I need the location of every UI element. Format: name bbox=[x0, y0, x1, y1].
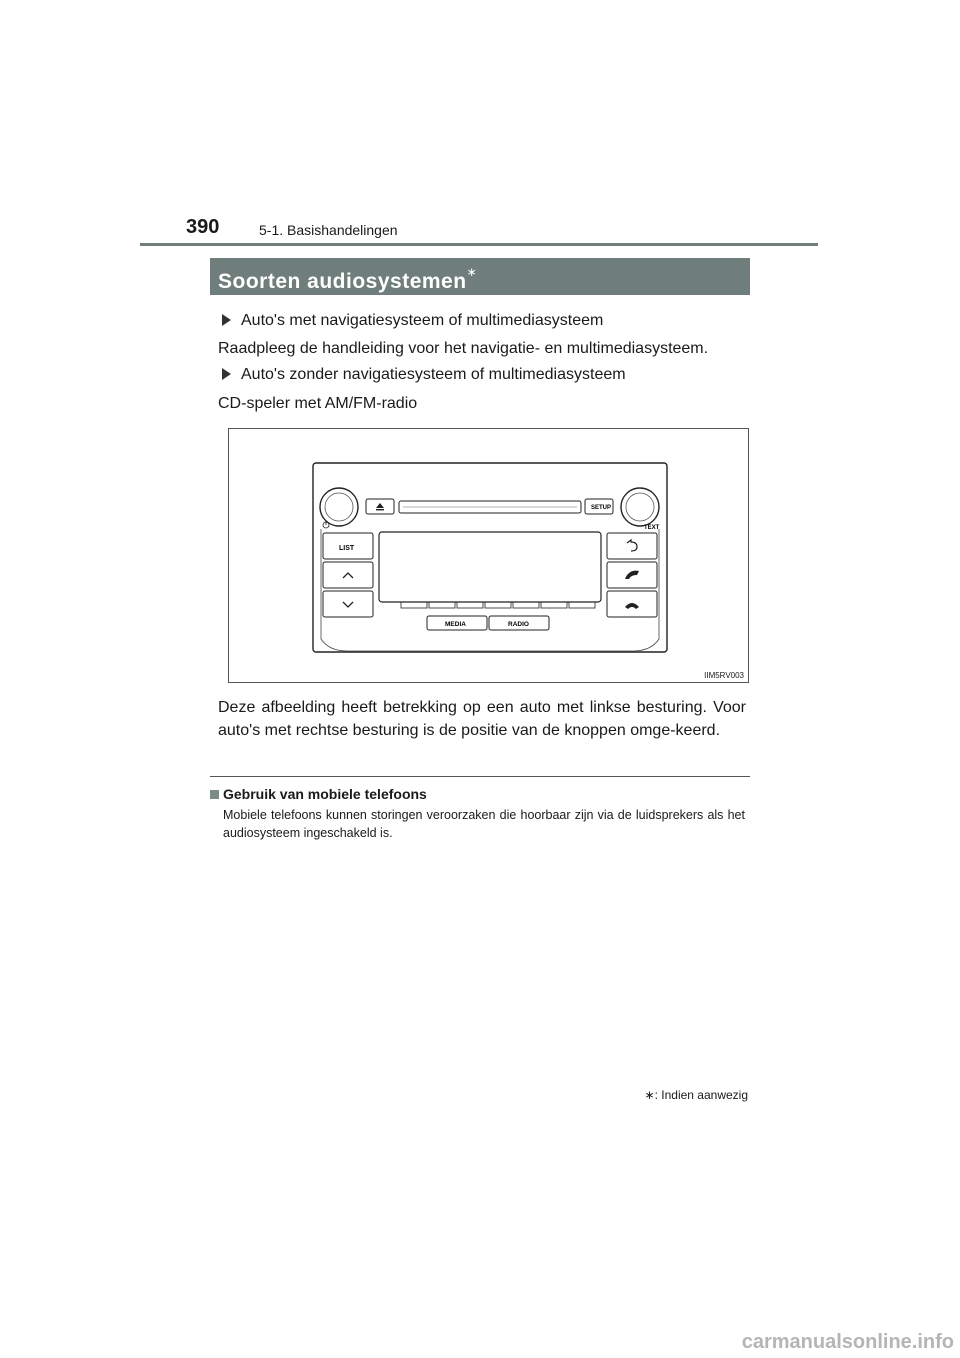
setup-label: SETUP bbox=[591, 505, 612, 511]
section-path: 5-1. Basishandelingen bbox=[259, 222, 398, 238]
footnote-text: : Indien aanwezig bbox=[654, 1088, 748, 1102]
body-text: Raadpleeg de handleiding voor het navigatie- en multimediasysteem. bbox=[218, 340, 709, 357]
subsection-heading bbox=[210, 786, 427, 802]
volume-knob-inner bbox=[325, 493, 353, 521]
text-label: TEXT bbox=[644, 525, 660, 531]
section-title bbox=[210, 258, 750, 295]
display-screen bbox=[379, 532, 601, 602]
audio-unit-illustration bbox=[229, 429, 750, 684]
bullet-item bbox=[222, 312, 603, 330]
panel-bezel bbox=[321, 529, 659, 651]
eject-icon bbox=[376, 503, 384, 510]
footnote-mark: ∗ bbox=[644, 1088, 655, 1102]
tune-knob-inner bbox=[626, 493, 654, 521]
header-rule bbox=[140, 243, 818, 246]
up-button bbox=[323, 562, 373, 588]
radio-label: RADIO bbox=[508, 621, 529, 628]
triangle-bullet-icon bbox=[222, 314, 231, 326]
preset-buttons bbox=[401, 602, 595, 608]
section-divider bbox=[210, 776, 750, 777]
availability-mark: ∗ bbox=[466, 265, 478, 279]
audio-unit-figure bbox=[228, 428, 749, 683]
chevron-up-icon bbox=[343, 573, 353, 578]
phone-hangup-icon bbox=[625, 603, 639, 609]
tune-knob bbox=[621, 488, 659, 526]
down-button bbox=[323, 591, 373, 617]
page-number: 390 bbox=[186, 216, 220, 238]
section-title-text: Soorten audiosystemen bbox=[218, 270, 467, 293]
volume-knob bbox=[320, 488, 358, 526]
figure-note: Deze afbeelding heeft betrekking op een auto met linkse besturing. Voor auto's met rechtse besturing is de positie van de knoppen omge-keerd. bbox=[218, 699, 746, 739]
media-label: MEDIA bbox=[445, 621, 466, 628]
bullet-item bbox=[222, 366, 626, 384]
subsection-body: Mobiele telefoons kunnen storingen veroorzaken die hoorbaar zijn via de luidsprekers als het audiosysteem ingeschakeld is. bbox=[223, 808, 745, 840]
bullet-text: Auto's met navigatiesysteem of multimediasysteem bbox=[241, 312, 604, 329]
footnote bbox=[645, 1088, 748, 1102]
panel-outline bbox=[313, 463, 667, 652]
back-icon bbox=[627, 540, 637, 551]
back-button bbox=[607, 533, 657, 559]
figure-code: IIM5RV003 bbox=[704, 671, 744, 680]
body-text: CD-speler met AM/FM-radio bbox=[218, 395, 418, 412]
bullet-text: Auto's zonder navigatiesysteem of multimediasysteem bbox=[241, 366, 626, 383]
chevron-down-icon bbox=[343, 602, 353, 607]
list-label: LIST bbox=[339, 545, 355, 552]
square-bullet-icon bbox=[210, 790, 219, 799]
watermark: carmanualsonline.info bbox=[741, 1331, 954, 1353]
triangle-bullet-icon bbox=[222, 368, 231, 380]
subsection-title: Gebruik van mobiele telefoons bbox=[223, 786, 427, 802]
phone-pickup-icon bbox=[625, 571, 639, 579]
